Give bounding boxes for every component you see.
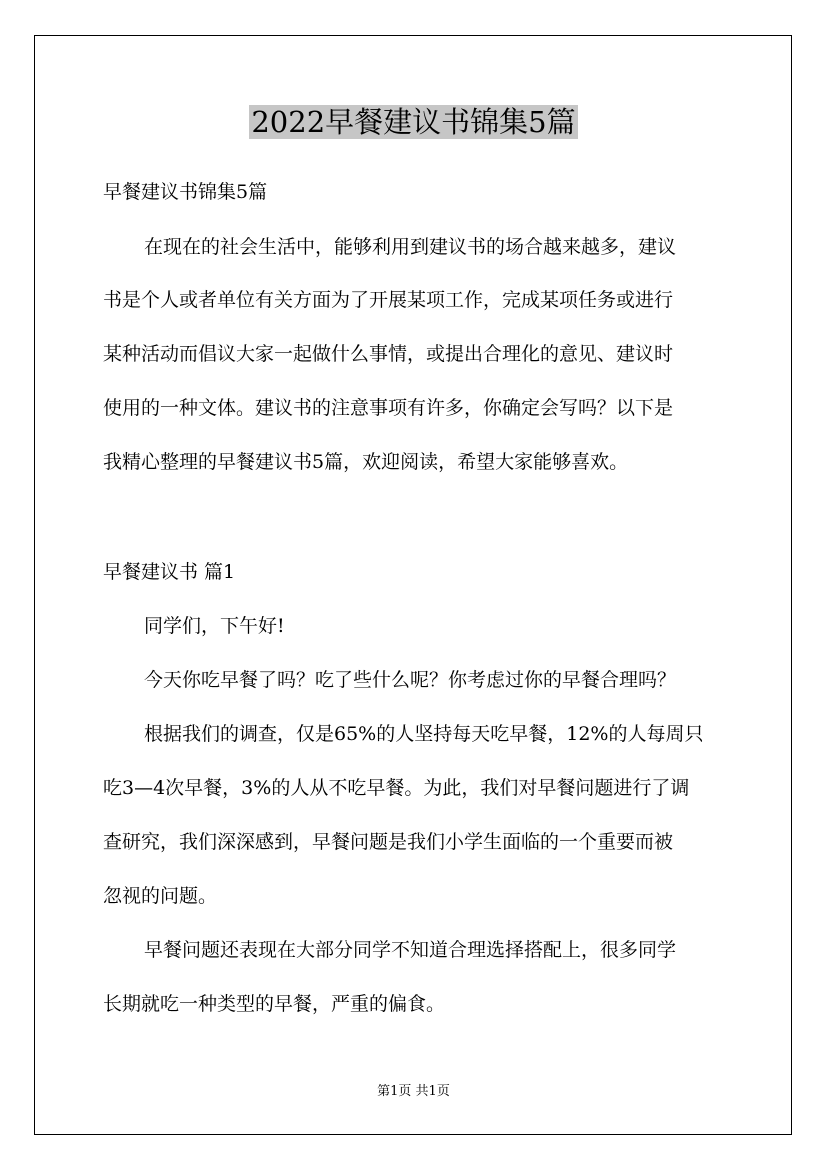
intro-line-2: 书是个人或者单位有关方面为了开展某项工作，完成某项任务或进行 — [103, 289, 674, 311]
document-subtitle: 早餐建议书锦集5篇 — [103, 181, 268, 203]
intro-line-4: 使用的一种文体。建议书的注意事项有许多，你确定会写吗？以下是 — [103, 397, 674, 419]
section-heading: 早餐建议书 篇1 — [103, 561, 236, 583]
body-line-3: 根据我们的调查，仅是65%的人坚持每天吃早餐，12%的人每周只 — [144, 723, 704, 745]
page-footer: 第1页 共1页 — [377, 1084, 450, 1099]
body-line-5: 查研究，我们深深感到，早餐问题是我们小学生面临的一个重要而被 — [103, 831, 674, 853]
body-line-6: 忽视的问题。 — [103, 885, 218, 907]
body-line-7: 早餐问题还表现在大部分同学不知道合理选择搭配上，很多同学 — [144, 939, 677, 961]
intro-line-1: 在现在的社会生活中，能够利用到建议书的场合越来越多，建议 — [144, 236, 677, 258]
body-line-4: 吃3—4次早餐，3%的人从不吃早餐。为此，我们对早餐问题进行了调 — [103, 777, 690, 799]
document-title — [0, 100, 827, 144]
intro-line-3: 某种活动而倡议大家一起做什么事情，或提出合理化的意见、建议时 — [103, 343, 674, 365]
document-title-text: 2022早餐建议书锦集5篇 — [251, 105, 576, 139]
body-line-8: 长期就吃一种类型的早餐，严重的偏食。 — [103, 993, 446, 1015]
body-line-1: 同学们，下午好! — [144, 615, 285, 637]
body-line-2: 今天你吃早餐了吗？吃了些什么呢？你考虑过你的早餐合理吗？ — [144, 669, 677, 691]
intro-line-5: 我精心整理的早餐建议书5篇，欢迎阅读，希望大家能够喜欢。 — [103, 451, 629, 473]
